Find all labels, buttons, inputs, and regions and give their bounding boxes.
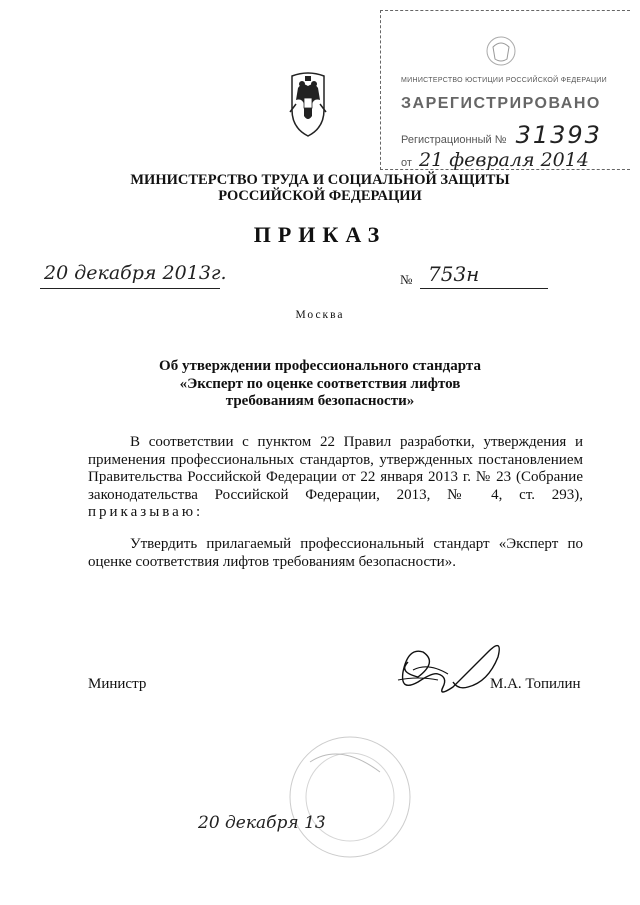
bottom-handwritten-note: [194, 800, 344, 840]
number-sign: №: [400, 272, 413, 287]
signatory-name: М.А. Топилин: [490, 676, 581, 692]
stamp-status: ЗАРЕГИСТРИРОВАНО: [401, 95, 601, 112]
stamp-date-value: 21 февраля 2014: [418, 149, 589, 171]
date-field: [40, 262, 227, 289]
body-paragraph-2: Утвердить прилагаемый профессиональный стандарт «Эксперт по оценке соответствия лифтов требованиям безопасности».: [88, 536, 583, 570]
signatory-position: Министр: [88, 676, 147, 692]
para1-text: В соответствии с пунктом 22 Правил разработки, утверждения и применения профессиональных стандартов, утвержденных постановлением Правительства Российской Федерации от 22 января 2013 г. № 23 (Собрание законодательства Российской Федерации, 2013, № 4, ст. 293),: [88, 434, 583, 503]
handwritten-date: 20 декабря 2013г.: [44, 262, 227, 284]
stamp-ministry: МИНИСТЕРСТВО ЮСТИЦИИ РОССИЙСКОЙ ФЕДЕРАЦИИ: [401, 77, 607, 84]
bottom-handwritten-text: 20 декабря 13: [198, 813, 326, 833]
city: Москва: [295, 309, 345, 321]
order-word: приказываю:: [88, 504, 204, 520]
bottom-faint-stamp: [250, 722, 450, 872]
handwritten-signature: [378, 632, 518, 712]
number-field: [420, 262, 548, 289]
title-line-2: «Эксперт по оценке соответствия лифтов: [179, 375, 461, 392]
document-title: [100, 358, 540, 411]
stamp-registration-row: [401, 121, 602, 149]
stamp-date-label: от: [401, 157, 412, 169]
title-line-1: Об утверждении профессионального стандарта: [159, 358, 481, 374]
stamp-emblem-icon: [481, 31, 521, 71]
coat-of-arms-icon: [282, 70, 334, 140]
document-type: ПРИКАЗ: [253, 222, 387, 247]
stamp-reg-label: Регистрационный №: [401, 134, 507, 146]
stamp-reg-number: 31393: [515, 121, 602, 149]
ministry-name: [0, 172, 640, 204]
ministry-line-1: МИНИСТЕРСТВО ТРУДА И СОЦИАЛЬНОЙ ЗАЩИТЫ: [130, 172, 510, 188]
stamp-date-row: [401, 149, 589, 171]
registration-stamp: [380, 10, 630, 170]
title-line-3: требованиям безопасности»: [225, 393, 415, 409]
ministry-line-2: РОССИЙСКОЙ ФЕДЕРАЦИИ: [218, 188, 422, 204]
handwritten-number: 753н: [428, 262, 480, 286]
body-paragraph-1: [88, 434, 583, 522]
